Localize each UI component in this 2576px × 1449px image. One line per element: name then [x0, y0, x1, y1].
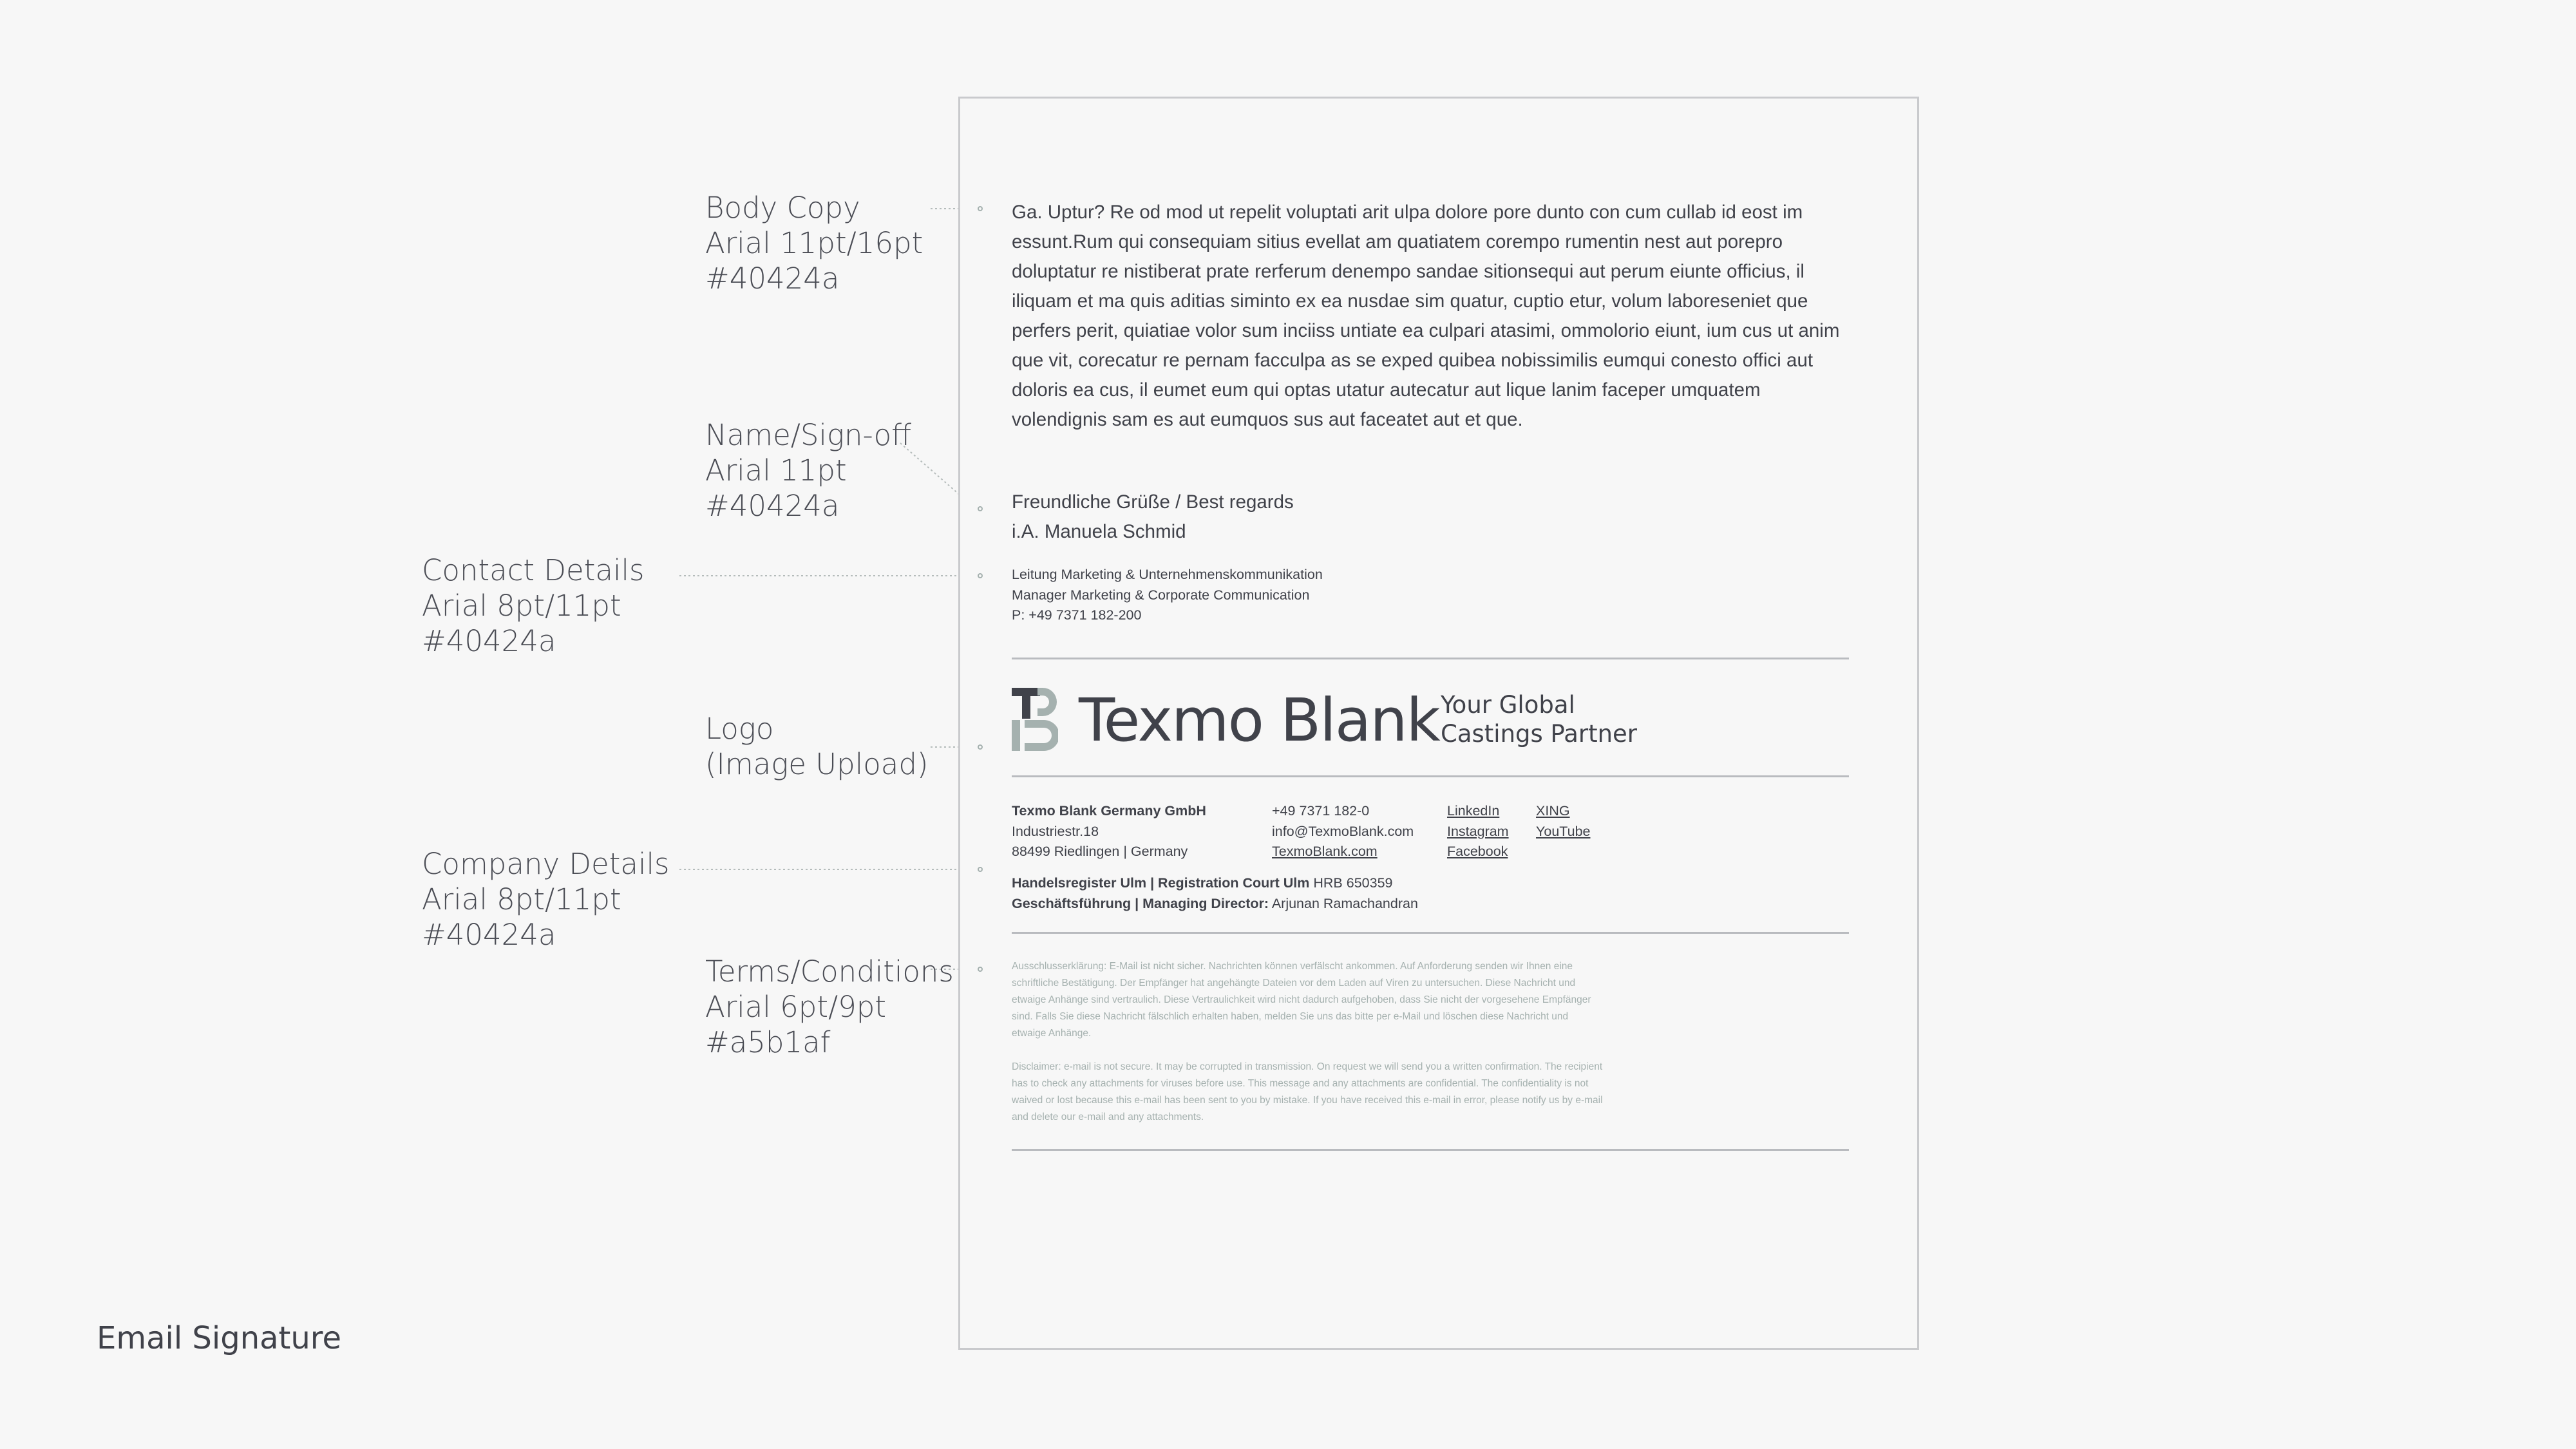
- annotation-logo: [705, 711, 928, 782]
- annotation-font: Arial 11pt: [705, 453, 847, 488]
- annotation-color: #40424a: [422, 918, 556, 952]
- tagline-line1: Your Global: [1441, 691, 1575, 719]
- company-address: [1012, 801, 1206, 862]
- contact-title-en: Manager Marketing & Corporate Communication: [1012, 587, 1310, 603]
- social-links-col2: [1536, 801, 1591, 842]
- marker-dot-terms: [978, 967, 983, 972]
- director-label: Geschäftsführung | Managing Director:: [1012, 895, 1269, 911]
- annotation-title: Contact Details: [422, 553, 645, 587]
- terms-german: Ausschlusserklärung: E-Mail ist nicht sicher. Nachrichten können verfälscht ankommen. Auf Anforderung senden wir Ihnen eine schriftliche Bestätigung. Der Empfänger hat angehängte Dateien vor dem Laden auf Viren zu untersuchen. Diese Nachricht und etwaige Anhänge sind vertraulich. Diese Vertraulichkeit wird nicht dadurch aufgehoben, dass Sie nicht der vorgesehene Empfänger sind. Falls Sie diese Nachricht fälschlich erhalten haben, melden Sie uns das bitte per e-Mail und löschen diese Nachricht und etwaige Anhänge.: [1012, 961, 1591, 1039]
- divider-bottom: [1012, 1149, 1849, 1151]
- signoff-name: i.A. Manuela Schmid: [1012, 521, 1186, 542]
- signoff-greeting: Freundliche Grüße / Best regards: [1012, 491, 1294, 513]
- director-value: Arjunan Ramachandran: [1271, 895, 1418, 911]
- youtube-link[interactable]: YouTube: [1536, 823, 1591, 839]
- marker-dot-body: [978, 206, 983, 211]
- terms-english: Disclaimer: e-mail is not secure. It may be corrupted in transmission. On request we will send you a written confirmation. The recipient has to check any attachments for viruses before use. This message and any attachments are confidential. The confidentiality is not waived or lost because this e-mail has been sent to you by mistake. If you have received this e-mail in error, please notify us by e-mail and delete our e-mail and any attachments.: [1012, 1061, 1603, 1122]
- company-name: Texmo Blank Germany GmbH: [1012, 803, 1206, 819]
- marker-dot-contact: [978, 573, 983, 578]
- divider-logo: [1012, 775, 1849, 777]
- annotation-font: Arial 8pt/11pt: [422, 882, 621, 916]
- company-phone: +49 7371 182-0: [1272, 803, 1370, 819]
- xing-link[interactable]: XING: [1536, 803, 1570, 819]
- annotation-color: #40424a: [705, 261, 840, 296]
- instagram-link[interactable]: Instagram: [1447, 823, 1509, 839]
- logo-wordmark: Texmo Blank: [1079, 686, 1439, 755]
- contact-phone: P: +49 7371 182-200: [1012, 607, 1142, 623]
- annotation-note: (Image Upload): [705, 747, 929, 781]
- annotation-color: #a5b1af: [705, 1025, 831, 1059]
- annotation-company-details: [422, 846, 669, 952]
- contact-details: [1012, 565, 1323, 626]
- annotation-title: Body Copy: [705, 191, 860, 225]
- company-contact: [1272, 801, 1414, 862]
- marker-dot-company: [978, 867, 983, 872]
- annotation-color: #40424a: [422, 624, 556, 658]
- contact-title-de: Leitung Marketing & Unternehmenskommunikation: [1012, 567, 1323, 582]
- divider-company: [1012, 932, 1849, 934]
- annotation-title: Name/Sign-off: [705, 418, 912, 452]
- marker-dot-logo: [978, 744, 983, 750]
- tagline-line2: Castings Partner: [1441, 720, 1638, 748]
- annotation-terms: [705, 954, 954, 1060]
- company-website-link[interactable]: TexmoBlank.com: [1272, 844, 1378, 859]
- annotation-contact-details: [422, 553, 644, 659]
- annotation-title: Terms/Conditions: [705, 954, 954, 989]
- annotation-font: Arial 11pt/16pt: [705, 226, 923, 260]
- annotation-font: Arial 6pt/9pt: [705, 990, 887, 1024]
- company-email: info@TexmoBlank.com: [1272, 823, 1414, 839]
- register-label: Handelsregister Ulm | Registration Court Ulm: [1012, 875, 1310, 891]
- register-value: HRB 650359: [1313, 875, 1393, 891]
- divider-top: [1012, 658, 1849, 659]
- annotation-color: #40424a: [705, 489, 840, 523]
- signoff-block: [1012, 488, 1294, 547]
- annotation-font: Arial 8pt/11pt: [422, 589, 621, 623]
- annotation-body-copy: [705, 190, 923, 296]
- social-links-col1: [1447, 801, 1509, 862]
- marker-dot-signoff: [978, 506, 983, 511]
- annotation-title: Company Details: [422, 847, 670, 881]
- body-copy: Ga. Uptur? Re od mod ut repelit voluptati arit ulpa dolore pore dunto con cum cullab id eost im essunt.Rum qui consequiam sitius evellat am quatiatem corempo rumentin nest aut porepro doluptatur re nistiberat prate rerferum denempo sandae sitionsequi aut perum eiunte officius, il iliquam et ma quis aditias siminto ex ea nusdae sim quatur, cuptio etur, volum laboreseniet que perfers perit, quiatiae volor sum inciiss untiate ea culpari atasimi, ommolorio eiunt, ium cus ut anim que vit, corecatur re pernam facculpa as se exped quibea nobissimilis eumqui conesto offici aut doloris ea cus, il eumet eum qui optas utatur autecatur aut lique lanim faceper umquatem volendignis sam es aut eumquos sus aut faceatet aut et que.: [1012, 202, 1840, 430]
- annotation-title: Logo: [705, 712, 774, 746]
- texmo-blank-logo-icon: [1012, 688, 1058, 751]
- company-register: [1012, 873, 1418, 914]
- annotation-name-signoff: [705, 417, 911, 524]
- company-street: Industriestr.18: [1012, 823, 1099, 839]
- linkedin-link[interactable]: LinkedIn: [1447, 803, 1500, 819]
- facebook-link[interactable]: Facebook: [1447, 844, 1508, 859]
- logo-tagline: [1441, 690, 1637, 748]
- company-city: 88499 Riedlingen | Germany: [1012, 844, 1188, 859]
- page-title: Email Signature: [97, 1320, 341, 1356]
